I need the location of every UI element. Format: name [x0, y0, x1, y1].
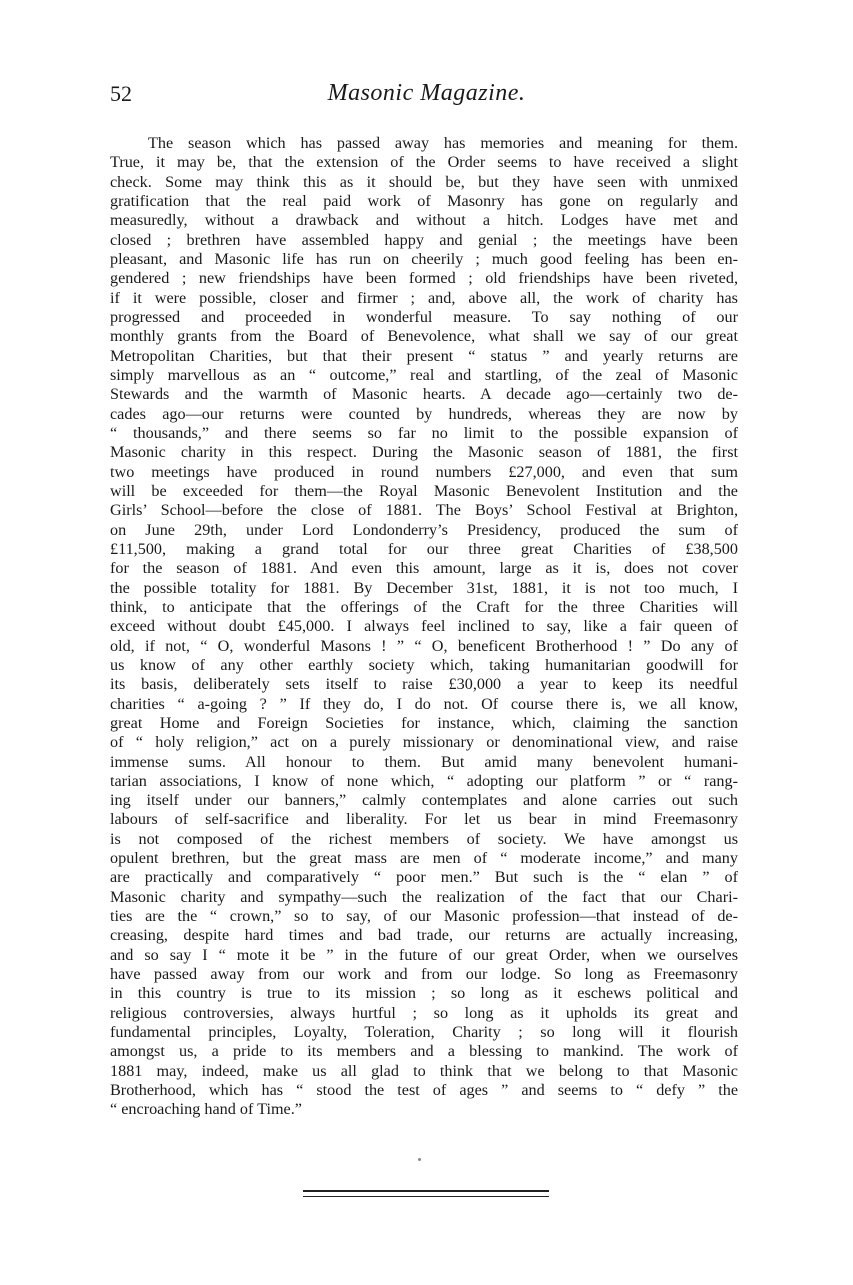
- article-line: Brotherhood, which has “ stood the test of ages ” and seems to “ defy ” the: [110, 1081, 738, 1100]
- article-line: opulent brethren, but the great mass are men of “ moderate income,” and many: [110, 849, 738, 868]
- article-line: great Home and Foreign Societies for instance, which, claiming the sanction: [110, 713, 738, 732]
- article-line: Masonic charity in this respect. During the Masonic season of 1881, the first: [110, 443, 738, 462]
- article-line: its basis, deliberately sets itself to raise £30,000 a year to keep its needful: [110, 675, 738, 694]
- article-line: for the season of 1881. And even this amount, large as it is, does not cover: [110, 559, 738, 578]
- article-line: progressed and proceeded in wonderful measure. To say nothing of our: [110, 307, 738, 326]
- article-line: 1881 may, indeed, make us all glad to think that we belong to that Masonic: [110, 1061, 738, 1080]
- article-line: immense sums. All honour to them. But amid many benevolent humani-: [110, 752, 738, 771]
- article-line: ing itself under our banners,” calmly contemplates and alone carries out such: [110, 791, 738, 810]
- article-line: have passed away from our work and from our lodge. So long as Freemasonry: [110, 965, 738, 984]
- article-line: in this country is true to its mission ; so long as it eschews political and: [110, 984, 738, 1003]
- article-line: two meetings have produced in round numbers £27,000, and even that sum: [110, 462, 738, 481]
- article-line: gratification that the real paid work of Masonry has gone on regularly and: [110, 191, 738, 210]
- article-line: simply marvellous as an “ outcome,” real and startling, of the zeal of Masonic: [110, 365, 738, 384]
- article-line: labours of self-sacrifice and liberality. For let us bear in mind Freemasonry: [110, 810, 738, 829]
- article-line: on June 29th, under Lord Londonderry’s Presidency, produced the sum of: [110, 520, 738, 539]
- article-line: us know of any other earthly society which, taking humanitarian goodwill for: [110, 655, 738, 674]
- article-line: gendered ; new friendships have been formed ; old friendships have been riveted,: [110, 269, 738, 288]
- article-line: pleasant, and Masonic life has run on cheerily ; much good feeling has been en-: [110, 249, 738, 268]
- running-title: Masonic Magazine.: [327, 80, 526, 106]
- page-number: 52: [110, 81, 132, 106]
- article-line: monthly grants from the Board of Benevolence, what shall we say of our great: [110, 327, 738, 346]
- article-line: measuredly, without a drawback and without a hitch. Lodges have met and: [110, 211, 738, 230]
- article-line: check. Some may think this as it should be, but they have seen with unmixed: [110, 172, 738, 191]
- article-line: charities “ a-going ? ” If they do, I do not. Of course there is, we all know,: [110, 694, 738, 713]
- article-line: amongst us, a pride to its members and a blessing to mankind. The work of: [110, 1042, 738, 1061]
- article-line: cades ago—our returns were counted by hundreds, whereas they are now by: [110, 404, 738, 423]
- article-line: and so say I “ mote it be ” in the future of our great Order, when we ourselves: [110, 945, 738, 964]
- article-line: True, it may be, that the extension of the Order seems to have received a slight: [110, 153, 738, 172]
- article-line: is not composed of the richest members of society. We have amongst us: [110, 829, 738, 848]
- article-line: if it were possible, closer and firmer ; and, above all, the work of charity has: [110, 288, 738, 307]
- article-line: “ encroaching hand of Time.”: [110, 1100, 302, 1119]
- article-line: will be exceeded for them—the Royal Masonic Benevolent Institution and the: [110, 481, 738, 500]
- article-line: “ thousands,” and there seems so far no limit to the possible expansion of: [110, 423, 738, 442]
- article-line: tarian associations, I know of none which, “ adopting our platform ” or “ rang-: [110, 771, 738, 790]
- article-line: old, if not, “ O, wonderful Masons ! ” “ O, beneficent Brotherhood ! ” Do any of: [110, 636, 738, 655]
- article-line: Stewards and the warmth of Masonic hearts. A decade ago—certainly two de-: [110, 385, 738, 404]
- article-line: £11,500, making a grand total for our three great Charities of £38,500: [110, 539, 738, 558]
- article-line: religious controversies, always hurtful ; so long as it upholds its great and: [110, 1003, 738, 1022]
- end-rule-top: [303, 1190, 549, 1192]
- article-line: creasing, despite hard times and bad trade, our returns are actually increasing,: [110, 926, 738, 945]
- article-line: think, to anticipate that the offerings of the Craft for the three Charities will: [110, 597, 738, 616]
- article-line: ties are the “ crown,” so to say, of our Masonic profession—that instead of de-: [110, 907, 738, 926]
- article-line: The season which has passed away has memories and meaning for them.: [148, 134, 738, 152]
- article-body: [110, 134, 738, 1120]
- article-line: are practically and comparatively “ poor men.” But such is the “ elan ” of: [110, 868, 738, 887]
- article-line: fundamental principles, Loyalty, Toleration, Charity ; so long will it flourish: [110, 1023, 738, 1042]
- stray-mark: [418, 1158, 421, 1161]
- article-line: of “ holy religion,” act on a purely missionary or denominational view, and raise: [110, 733, 738, 752]
- article-line: exceed without doubt £45,000. I always feel inclined to say, like a fair queen of: [110, 617, 738, 636]
- article-line: the possible totality for 1881. By December 31st, 1881, it is not too much, I: [110, 578, 738, 597]
- end-rule-bottom: [303, 1196, 549, 1197]
- article-line: closed ; brethren have assembled happy and genial ; the meetings have been: [110, 230, 738, 249]
- article-line: Masonic charity and sympathy—such the realization of the fact that our Chari-: [110, 887, 738, 906]
- article-line: Metropolitan Charities, but that their present “ status ” and yearly returns are: [110, 346, 738, 365]
- article-line: Girls’ School—before the close of 1881. The Boys’ School Festival at Brighton,: [110, 501, 738, 520]
